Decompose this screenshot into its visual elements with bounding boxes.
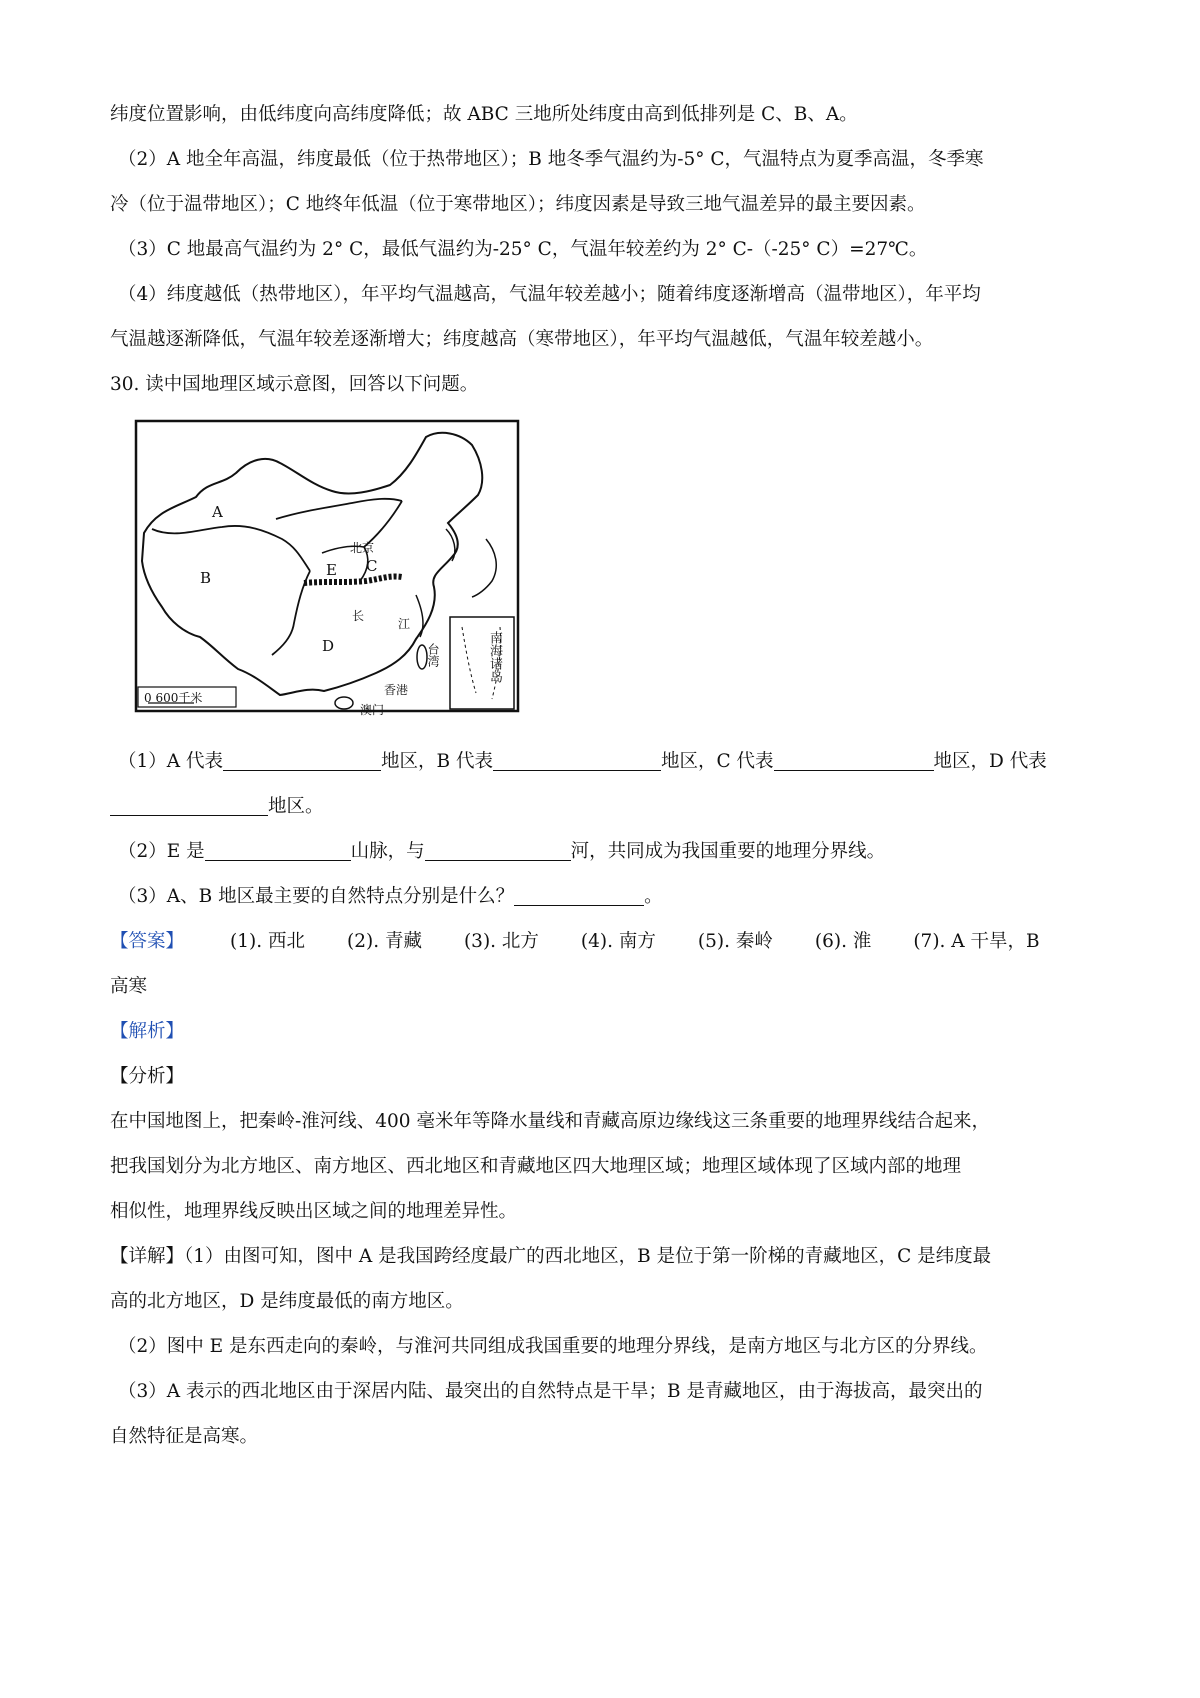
q1-tail: 地区。	[268, 796, 324, 817]
q3-blank[interactable]	[514, 883, 644, 906]
text-line: 冷（位于温带地区）；C 地终年低温（位于寒带地区）；纬度因素是导致三地气温差异的最主要因素。	[110, 194, 926, 215]
region-label-e: E	[326, 561, 337, 579]
scale-label: 0 600千米	[144, 691, 203, 705]
answer-item: (7). A 干旱，B	[913, 931, 1040, 952]
answer-row	[110, 919, 1100, 964]
region-label-b: B	[200, 569, 212, 587]
detail-line: （3）A 表示的西北地区由于深居内陆、最突出的自然特点是干旱；B 是青藏地区，由于海拔高，最突出的	[118, 1381, 983, 1402]
detail-line: 自然特征是高寒。	[110, 1426, 259, 1447]
answer-item: (3). 北方	[463, 931, 539, 952]
question-2	[110, 829, 1100, 874]
analysis-line: 把我国划分为北方地区、南方地区、西北地区和青藏地区四大地理区域；地理区域体现了区域内部的地理	[110, 1156, 962, 1177]
detail-line: 高的北方地区，D 是纬度最低的南方地区。	[110, 1291, 464, 1312]
answer-continuation: 高寒	[110, 976, 148, 997]
detail-line: （2）图中 E 是东西走向的秦岭，与淮河共同组成我国重要的地理分界线，是南方地区与北方区的分界线。	[118, 1336, 988, 1357]
region-label-c: C	[366, 557, 378, 575]
text-line: 气温越逐渐降低，气温年较差逐渐增大；纬度越高（寒带地区），年平均气温越低，气温年较差越小。	[110, 329, 934, 350]
map-drawing	[126, 411, 556, 731]
question-1	[110, 739, 1100, 784]
text-line: 纬度位置影响，由低纬度向高纬度降低；故 ABC 三地所处纬度由高到低排列是 C、B、A。	[110, 104, 858, 125]
q1-prefix: （1）A 代表	[118, 751, 224, 772]
q2-prefix: （2）E 是	[118, 841, 205, 862]
text-line: （2）A 地全年高温，纬度最低（位于热带地区）；B 地冬季气温约为-5° C，气温特点为夏季高温，冬季寒	[118, 149, 984, 170]
detail-text: （1）由图可知，图中 A 是我国跨经度最广的西北地区，B 是位于第一阶梯的青藏地区，C 是纬度最	[184, 1246, 992, 1267]
question-title: 30. 读中国地理区域示意图，回答以下问题。	[110, 374, 479, 395]
region-label-a: A	[212, 503, 223, 521]
taiwan-label: 台湾	[426, 643, 440, 667]
q3-tail: 。	[644, 886, 663, 907]
hongkong-label: 香港	[384, 683, 409, 697]
region-label-d: D	[322, 637, 335, 655]
analysis-line: 在中国地图上，把秦岭-淮河线、400 毫米年等降水量线和青藏高原边缘线这三条重要的地理界线结合起来，	[110, 1111, 990, 1132]
changjiang-label: 长	[352, 609, 365, 623]
changjiang-label: 江	[398, 617, 411, 631]
text-line: （3）C 地最高气温约为 2° C，最低气温约为-25° C，气温年较差约为 2° C-（-25° C）=27℃。	[118, 239, 928, 260]
answer-item: (2). 青藏	[346, 931, 422, 952]
q1-mid2: 地区，C 代表	[661, 751, 774, 772]
china-region-map	[126, 411, 556, 731]
q2-mid: 山脉，与	[350, 841, 425, 862]
inset-label: 南海诸岛	[487, 631, 502, 683]
q2-tail: 河，共同成为我国重要的地理分界线。	[570, 841, 886, 862]
q3-prefix: （3）A、B 地区最主要的自然特点分别是什么？	[118, 886, 515, 907]
q2-blank-river[interactable]	[425, 838, 571, 861]
beijing-label: 北京	[350, 541, 375, 555]
answer-item: (1). 西北	[230, 931, 305, 952]
q1-blank-c[interactable]	[774, 748, 934, 771]
q1-blank-d[interactable]	[110, 793, 268, 816]
q1-blank-b[interactable]	[493, 748, 661, 771]
detail-line	[110, 1234, 1100, 1279]
q1-mid3: 地区，D 代表	[933, 751, 1047, 772]
macau-label: 澳门	[360, 703, 385, 717]
answer-item: (6). 淮	[814, 931, 872, 952]
answer-tag: 【答案】	[110, 931, 185, 952]
question-3	[110, 874, 1100, 919]
answer-item: (5). 秦岭	[697, 931, 773, 952]
analysis-line: 相似性，地理界线反映出区域之间的地理差异性。	[110, 1201, 518, 1222]
analysis-subtag: 【分析】	[110, 1066, 185, 1087]
q1-blank-a[interactable]	[223, 748, 381, 771]
q2-blank-mountain[interactable]	[205, 838, 351, 861]
q1-mid1: 地区，B 代表	[381, 751, 493, 772]
detail-tag: 【详解】	[110, 1246, 185, 1267]
document-page	[110, 92, 1100, 1459]
text-line: （4）纬度越低（热带地区），年平均气温越高，气温年较差越小；随着纬度逐渐增高（温带地区），年平均	[118, 284, 981, 305]
analysis-tag: 【解析】	[110, 1021, 185, 1042]
answer-item: (4). 南方	[580, 931, 656, 952]
question-1-cont	[110, 784, 1100, 829]
